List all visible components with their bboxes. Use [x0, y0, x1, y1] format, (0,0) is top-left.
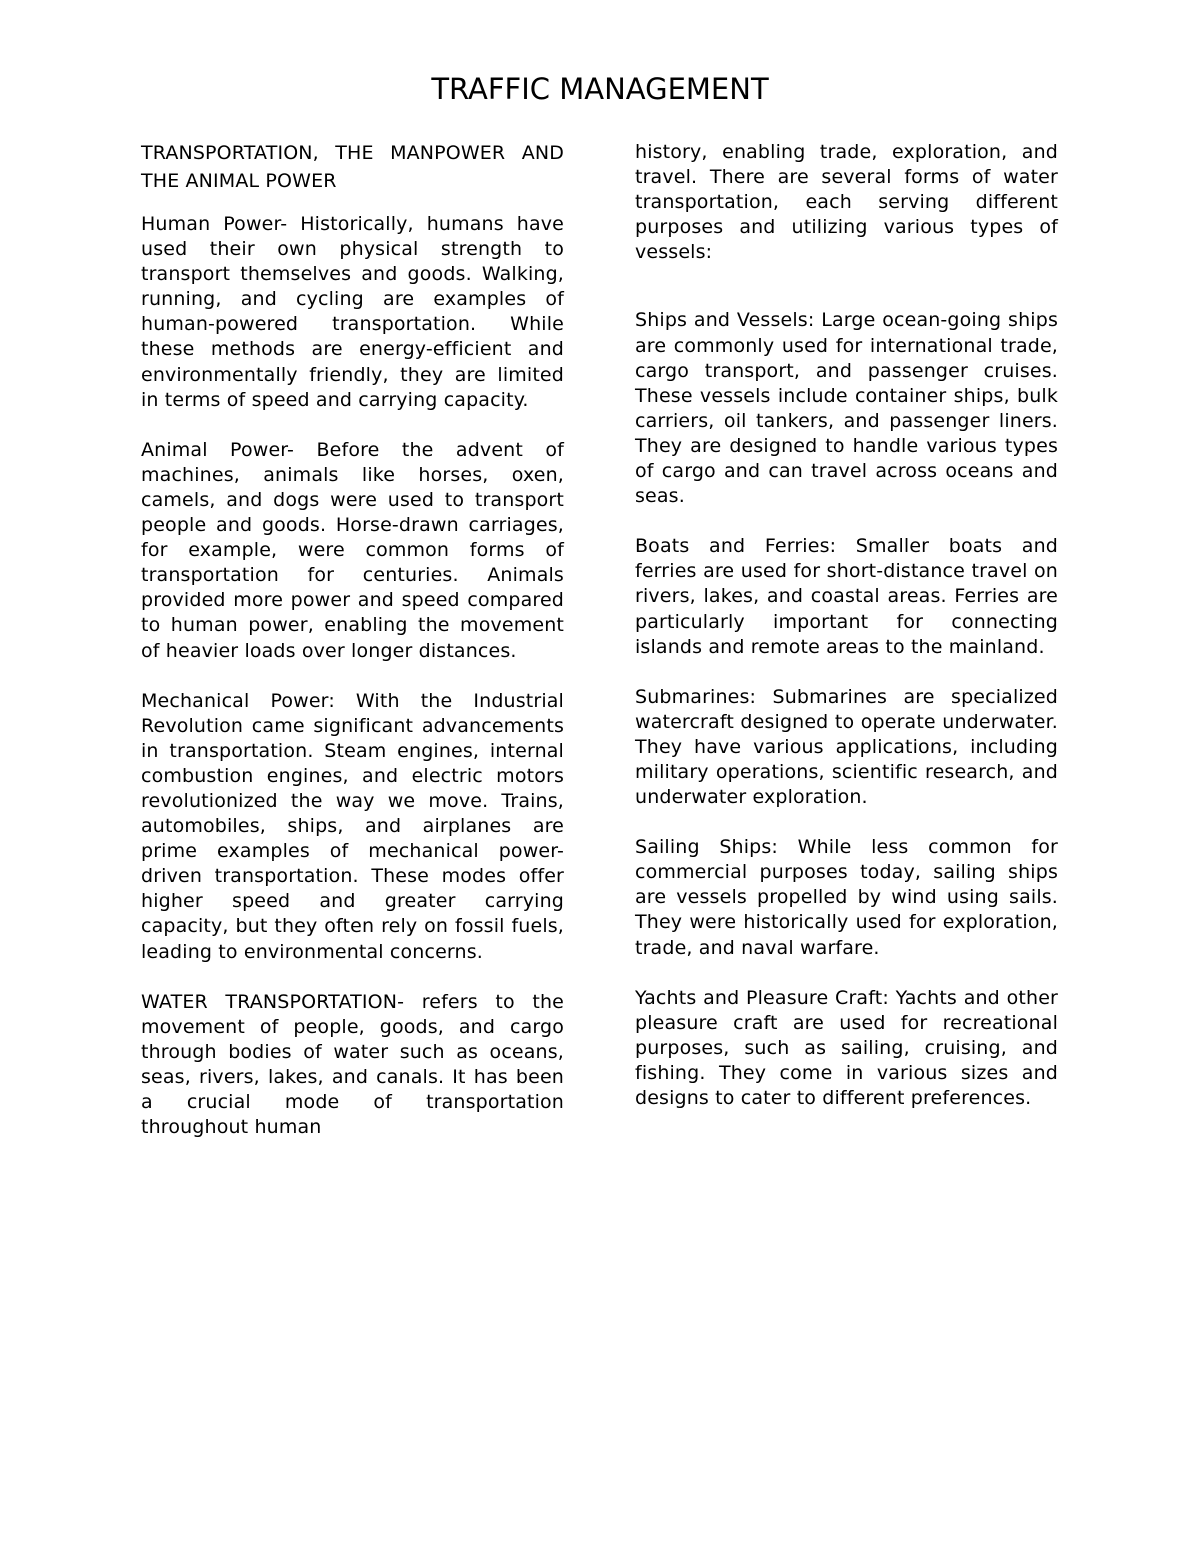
paragraph-ships-and-vessels: Ships and Vessels: Large ocean-going ships are commonly used for international trade, cargo transport, and passenger cruises. These vessels include container ships, bulk carriers, oil tankers, and passenger liners. They are designed to handle various types of cargo and can travel across oceans and seas.: [635, 309, 1058, 508]
right-column: [635, 140, 1058, 1111]
paragraph-water-transportation: WATER TRANSPORTATION- refers to the movement of people, goods, and cargo through bodies of water such as oceans, seas, rivers, lakes, and canals. It has been a crucial mode of transportation throughout human: [141, 990, 564, 1139]
section-heading-transportation: TRANSPORTATION, THE MANPOWER AND THE ANIMAL POWER: [141, 142, 564, 192]
paragraph-water-transportation-continued: history, enabling trade, exploration, and travel. There are several forms of water transportation, each serving different purposes and utilizing various types of vessels:: [635, 141, 1058, 264]
paragraph-human-power: Human Power- Historically, humans have used their own physical strength to transport themselves and goods. Walking, running, and cycling are examples of human-powered transportation. While these methods are energy-efficient and environmentally friendly, they are limited in terms of speed and carrying capacity.: [141, 213, 564, 411]
document-title: TRAFFIC MANAGEMENT: [431, 72, 769, 106]
paragraph-animal-power: Animal Power- Before the advent of machines, animals like horses, oxen, camels, and dogs were used to transport people and goods. Horse-drawn carriages, for example, were common forms of transportation for centuries. Animals provided more power and speed compared to human power, enabling the movement of heavier loads over longer distances.: [141, 438, 564, 662]
paragraph-yachts-and-pleasure-craft: Yachts and Pleasure Craft: Yachts and other pleasure craft are used for recreational purposes, such as sailing, cruising, and fishing. They come in various sizes and designs to cater to different preferences.: [635, 986, 1058, 1109]
paragraph-submarines: Submarines: Submarines are specialized watercraft designed to operate underwater. They have various applications, including military operations, scientific research, and underwater exploration.: [635, 685, 1058, 809]
left-column: [141, 140, 564, 1140]
paragraph-sailing-ships: Sailing Ships: While less common for commercial purposes today, sailing ships are vessels propelled by wind using sails. They were historically used for exploration, trade, and naval warfare.: [635, 836, 1058, 959]
paragraph-mechanical-power: Mechanical Power: With the Industrial Revolution came significant advancements in transportation. Steam engines, internal combustion engines, and electric motors revolutionized the way we move. Trains, automobiles, ships, and airplanes are prime examples of mechanical power-driven transportation. These modes offer higher speed and greater carrying capacity, but they often rely on fossil fuels, leading to environmental concerns.: [141, 689, 564, 963]
paragraph-boats-and-ferries: Boats and Ferries: Smaller boats and ferries are used for short-distance travel on rivers, lakes, and coastal areas. Ferries are particularly important for connecting islands and remote areas to the mainland.: [635, 535, 1058, 658]
